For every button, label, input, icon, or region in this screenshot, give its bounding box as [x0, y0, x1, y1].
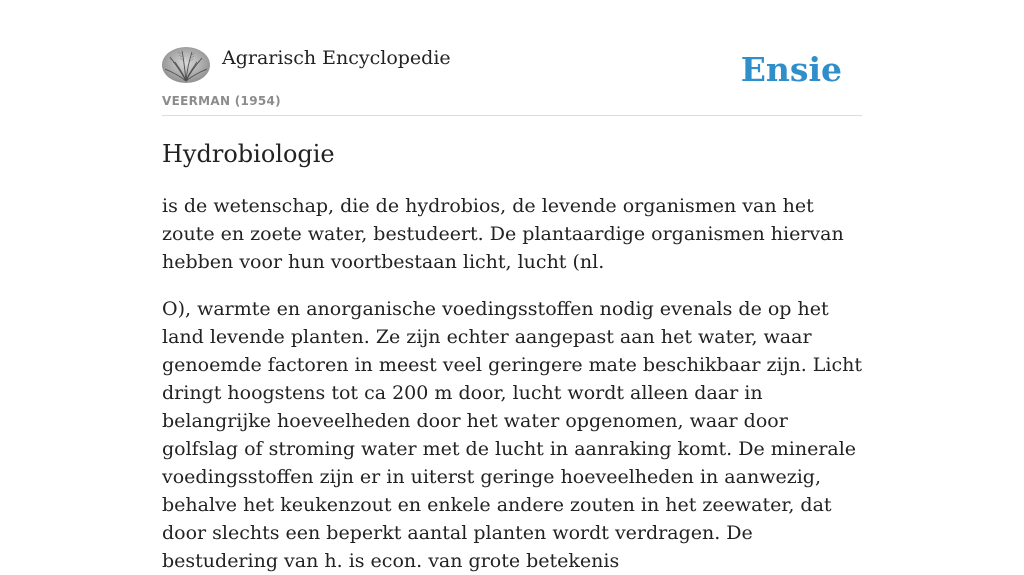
author-credit: VEERMAN (1954)	[162, 94, 281, 108]
wheat-engraving-icon[interactable]	[162, 47, 210, 83]
header-divider	[162, 115, 862, 116]
article-paragraph-2: O), warmte en anorganische voedingsstoffen nodig evenals de op het land levende planten. Ze zijn echter aangepast aan het water, waar genoemde factoren in meest veel geringere mate beschikbaar zijn. Licht dringt hoogstens tot ca 200 m door, lucht wordt alleen daar in belangrijke hoeveelheden door het water opgenomen, waar door golfslag of stroming water met de lucht in aanraking komt. De minerale voedingsstoffen zijn er in uiterst geringe hoeveelheden in aanwezig, behalve het keukenzout en enkele andere zouten in het zeewater, dat door slechts een beperkt aantal planten wordt verdragen. De bestudering van h. is econ. van grote betekenis	[162, 298, 862, 572]
article-title: Hydrobiologie	[162, 140, 335, 168]
publication-title[interactable]: Agrarisch Encyclopedie	[222, 47, 451, 69]
ensie-logo-link[interactable]: Ensie	[740, 50, 842, 89]
site-header	[162, 46, 862, 116]
article-paragraph-1: is de wetenschap, die de hydrobios, de levende organismen van het zoute en zoete water, bestudeert. De plantaardige organismen hiervan hebben voor hun voortbestaan licht, lucht (nl.	[162, 195, 844, 273]
article	[162, 138, 864, 575]
